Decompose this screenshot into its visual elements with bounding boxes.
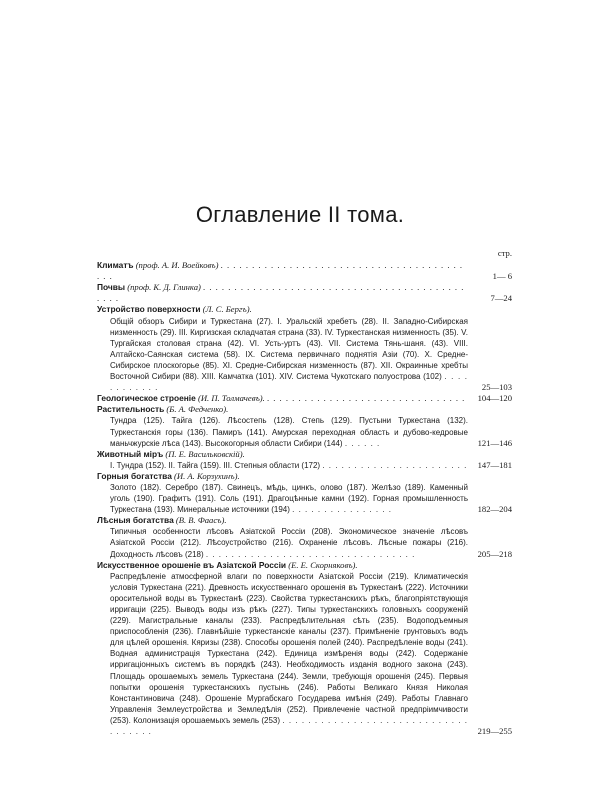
- toc-entry: [97, 404, 512, 448]
- toc-entry: Почвы (проф. К. Д. Глинка) . . . . . . . . . . . . . . . . . . . . . . . . . . . . . . . . . . . . . . . . . . . . . . 7—24: [97, 282, 512, 304]
- section-author: (Б. А. Федченко).: [166, 404, 229, 415]
- section-contents: Распредѣленіе атмосферной влаги по поверхности Азіатской Россіи (219). Климатическія условія Туркестана (221). Древность искусственнаго орошенія въ Туркестанѣ (222). Источники оросительной воды въ Туркестанѣ (223). Свойства туркестанскихъ рѣкъ, благопріятствующія ирригаціи (225). Выводъ воды изъ рѣкъ (227). Типы туркестанскихъ головныхъ сооруженій (229). Магистральные каналы (233). Распредѣлительная сѣть (235). Водоподъемныя приспособленія (236). Главнѣйшіе туркестанскіе каналы (237). Примѣненіе грунтовыхъ водъ для цѣлей орошенія. Кяризы (238). Способы орошенія полей (240). Распредѣленіе воды (241). Водная администрація Туркестана (242). Единица измѣренія воды (242). Содержаніе ирригаціонныхъ системъ въ порядкѣ (243). Необходимость изданія водного закона (243). Площадь орошаемыхъ земель Туркестана (244). Земли, требующія орошенія (245). Первыя попытки орошенія туркестанскихъ пустынь (246). Работы Великаго Князя Николая Константиновича (248). Орошеніе Мургабскаго Государева имѣнія (249). Работы Главнаго Управленія Землеустройства и Земледѣлія (252). Привлеченіе частной предпріимчивости (253). Колонизація орошаемыхъ земель (253) . . . . . . . . . . . . . . . . . . . . . . . . . . . . . . . . . . . .: [110, 571, 468, 737]
- section-contents: Типичныя особенности лѣсовъ Азіатской Россіи (208). Экономическое значеніе лѣсовъ Азіатской Россіи (212). Лѣсоустройство (216). Охраненіе лѣсовъ. Лѣсные пожары (216). Доходность лѣсовъ (218) . . . . . . . . . . . . . . . . . . . . . . . . . . . . . . . . .: [110, 527, 468, 559]
- page-range: 147—181: [477, 459, 512, 470]
- page-range: 219—255: [477, 726, 512, 737]
- page-title: Оглавление II тома.: [195, 202, 405, 227]
- section-author: (И. А. Корзухинъ).: [174, 470, 240, 481]
- page-range: 25—103: [481, 382, 512, 393]
- section-contents: I. Тундра (152). II. Тайга (159). III. Степныя области (172) . . . . . . . . . . . . . . . . . . . . . . .: [110, 460, 468, 470]
- toc-entry: [97, 560, 512, 738]
- section-title: Климатъ: [97, 260, 134, 271]
- page-range: 205—218: [477, 548, 512, 559]
- section-title: Лѣсныя богатства: [97, 515, 174, 526]
- section-title: Растительность: [97, 404, 165, 415]
- section-title: Устройство поверхности: [97, 304, 201, 315]
- section-author: (Е. Е. Скорняковъ).: [288, 559, 358, 570]
- toc-entry: Геологическое строеніе (И. П. Толмачевъ). . . . . . . . . . . . . . . . . . . . . . . . . . . . . . . . . 104—120: [97, 393, 512, 404]
- section-author: (Л. С. Бергъ).: [202, 304, 252, 315]
- toc-entry: [97, 449, 512, 471]
- section-author: (проф. К. Д. Глинка): [127, 282, 201, 293]
- section-contents: Общій обзоръ Сибири и Туркестана (27). I. Уральскій хребетъ (28). II. Западно-Сибирская низменность (29). III. Киргизская складчатая страна (33). IV. Туркестанская низменность (35). V. Тургайская столовая страна (42). VI. Усть-уртъ (43). VII. Система Тянь-шаня. (43). VIII. Алтайско-Саянская система (58). IX. Система первичнаго поднятія Азіи (70). X. Средне-Сибирское плоскогорье (85). XI. Средне-Сибирская низменность (87). XII. Окраинные хребты Восточной Сибири (88). XIII. Камчатка (101). XIV. Система Чукотскаго полуострова (102) . . . . . . . . . . . .: [110, 316, 468, 393]
- pages-column-header: стр.: [497, 248, 512, 258]
- page-range: 121—146: [477, 437, 512, 448]
- table-of-contents: [97, 248, 512, 737]
- section-author: (П. Е. Васильковскій).: [165, 448, 245, 459]
- page-range: 104—120: [477, 393, 512, 404]
- section-contents: Золото (182). Серебро (187). Свинецъ, мѣдь, цинкъ, олово (187). Желѣзо (189). Каменный уголь (190). Графитъ (191). Соль (191). Драгоцѣнные камни (192). Горная промышленность Туркестана (193). Минеральные источники (194) . . . . . . . . . . . . . . . .: [110, 482, 468, 515]
- section-title: Искусственное орошеніе въ Азіатской Россіи: [97, 559, 287, 570]
- toc-entry: [97, 304, 512, 393]
- section-title: Почвы: [97, 282, 126, 293]
- toc-entry: [97, 515, 512, 559]
- section-title: Животный міръ: [97, 448, 164, 459]
- section-author: (И. П. Толмачевъ).: [197, 393, 265, 404]
- page-range: 7—24: [490, 293, 512, 304]
- toc-entry: Климатъ (проф. А. И. Воейковъ) . . . . . . . . . . . . . . . . . . . . . . . . . . . . . . . . . . . . . . . . . . 1— 6: [97, 260, 512, 282]
- section-title: Геологическое строеніе: [97, 393, 196, 404]
- section-title: Горныя богатства: [97, 470, 172, 481]
- page-range: 1— 6: [492, 271, 512, 282]
- section-contents: Тундра (125). Тайга (126). Лѣсостепь (128). Степь (129). Пустыни Туркестана (132). Туркестанскія горы (136). Памиръ (141). Амурская переходная область и дубово-кедровые маньчжурскіе лѣса (143). Высокогорныя области Сибири (144) . . . . . .: [110, 416, 468, 448]
- page-range: 182—204: [477, 504, 512, 515]
- section-author: (В. В. Фаасъ).: [175, 515, 227, 526]
- section-author: (проф. А. И. Воейковъ): [135, 260, 219, 271]
- toc-entry: [97, 471, 512, 515]
